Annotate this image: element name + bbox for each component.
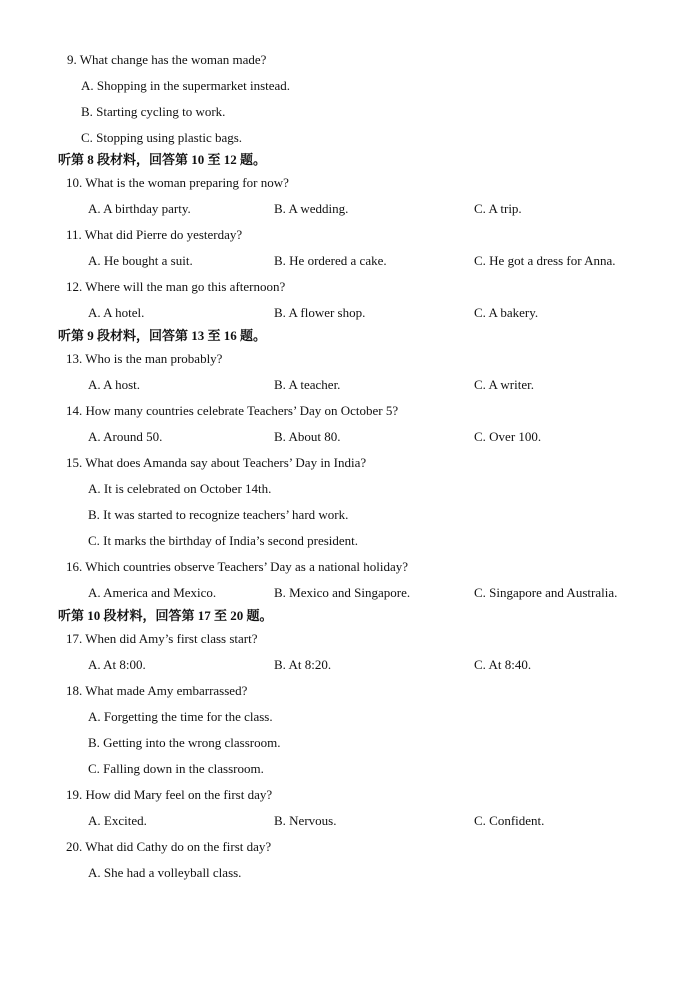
- option-a: A. At 8:00.: [88, 657, 146, 672]
- question-text: 20. What did Cathy do on the first day?: [66, 839, 272, 854]
- option-a: A. Excited.: [88, 813, 147, 828]
- question-text: 14. How many countries celebrate Teachers’ Day on October 5?: [66, 403, 399, 418]
- answer-option: A. Forgetting the time for the class.: [88, 709, 273, 724]
- question-text: 19. How did Mary feel on the first day?: [66, 787, 273, 802]
- question-text: 17. When did Amy’s first class start?: [66, 631, 258, 646]
- answer-option: A. It is celebrated on October 14th.: [88, 481, 272, 496]
- option-a: A. A host.: [88, 377, 141, 392]
- answer-option: B. It was started to recognize teachers’ hard work.: [88, 507, 349, 522]
- question-text: 12. Where will the man go this afternoon?: [66, 279, 286, 294]
- option-c: C. A bakery.: [474, 305, 539, 320]
- option-b: B. At 8:20.: [274, 657, 332, 672]
- option-b: B. A teacher.: [274, 377, 341, 392]
- option-a: A. A birthday party.: [88, 201, 191, 216]
- section-heading: 听第 8 段材料，回答第 10 至 12 题。: [58, 152, 267, 167]
- option-a: A. America and Mexico.: [88, 585, 217, 600]
- option-c: C. At 8:40.: [474, 657, 532, 672]
- option-b: B. A wedding.: [274, 201, 349, 216]
- option-c: C. Singapore and Australia.: [474, 585, 618, 600]
- question-text: 9. What change has the woman made?: [67, 52, 267, 67]
- answer-option: C. It marks the birthday of India’s second president.: [88, 533, 359, 548]
- option-b: B. About 80.: [274, 429, 341, 444]
- answer-option: A. She had a volleyball class.: [88, 865, 242, 880]
- question-text: 11. What did Pierre do yesterday?: [66, 227, 243, 242]
- question-text: 16. Which countries observe Teachers’ Day as a national holiday?: [66, 559, 409, 574]
- answer-option: B. Starting cycling to work.: [81, 104, 226, 119]
- answer-option: C. Stopping using plastic bags.: [81, 130, 243, 145]
- option-a: A. He bought a suit.: [88, 253, 193, 268]
- option-b: B. He ordered a cake.: [274, 253, 387, 268]
- option-c: C. A trip.: [474, 201, 522, 216]
- option-a: A. Around 50.: [88, 429, 163, 444]
- option-c: C. Confident.: [474, 813, 545, 828]
- option-b: B. Nervous.: [274, 813, 337, 828]
- answer-option: B. Getting into the wrong classroom.: [88, 735, 281, 750]
- option-c: C. A writer.: [474, 377, 534, 392]
- option-b: B. A flower shop.: [274, 305, 366, 320]
- question-text: 15. What does Amanda say about Teachers’ Day in India?: [66, 455, 367, 470]
- answer-option: A. Shopping in the supermarket instead.: [81, 78, 291, 93]
- question-text: 13. Who is the man probably?: [66, 351, 223, 366]
- question-text: 18. What made Amy embarrassed?: [66, 683, 248, 698]
- answer-option: C. Falling down in the classroom.: [88, 761, 264, 776]
- option-c: C. Over 100.: [474, 429, 542, 444]
- option-b: B. Mexico and Singapore.: [274, 585, 411, 600]
- question-text: 10. What is the woman preparing for now?: [66, 175, 289, 190]
- section-heading: 听第 9 段材料，回答第 13 至 16 题。: [58, 328, 267, 343]
- section-heading: 听第 10 段材料，回答第 17 至 20 题。: [58, 608, 273, 623]
- option-c: C. He got a dress for Anna.: [474, 253, 616, 268]
- option-a: A. A hotel.: [88, 305, 145, 320]
